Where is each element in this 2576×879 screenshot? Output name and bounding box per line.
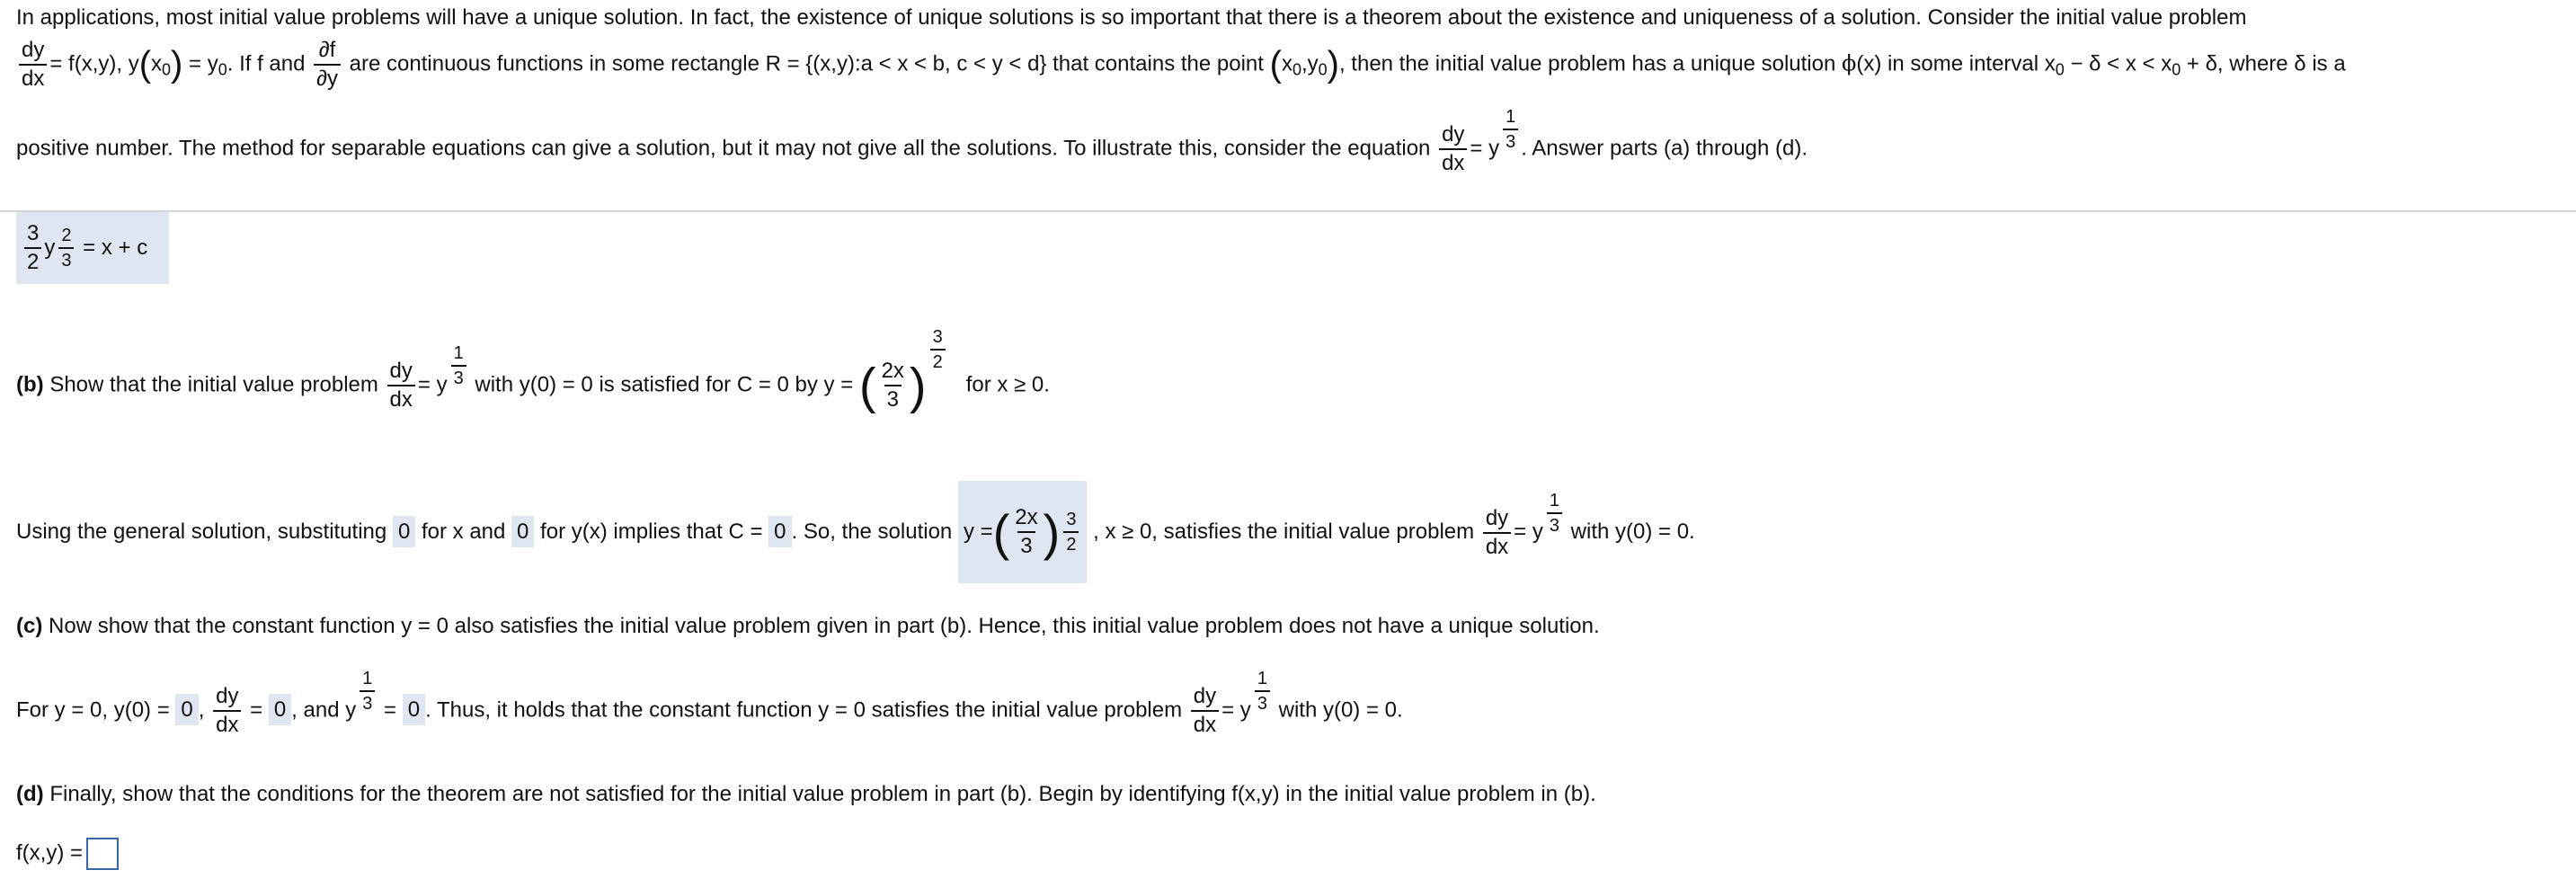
for-y-text: For y = 0, y(0) = [16, 697, 170, 723]
answer-c-value: 0 [768, 516, 791, 547]
eq-f-text: = f(x,y), y [49, 51, 139, 76]
point-x: x [1281, 51, 1292, 76]
part-c-dy-dx: $\frac{dy}{dx}$ [213, 686, 241, 736]
intro-text-1: In applications, most initial value problems will have a unique solution. In fact, the existence of unique solutions is so important that there is a theorem about the existence and uniqueness of a solution. Consider the initial value problem [16, 5, 2247, 30]
part-b-statement [16, 328, 1050, 415]
fxy-line [16, 838, 119, 870]
exponent-two-thirds: $\frac{2}{3}$ [56, 226, 76, 270]
rectangle-text: are continuous functions in some rectangle R = {(x,y):a < x < b, c < y < d} that contains the point [349, 51, 1264, 76]
answer-dydx-value: 0 [269, 694, 291, 725]
interval-mid: − δ < x < x [2064, 51, 2172, 76]
dy-dx-fraction-intro: $\frac{dy}{dx}$ [1439, 124, 1467, 174]
solution-y-eq: y = [963, 519, 993, 544]
for-x-and-text: for x and [421, 519, 506, 544]
interval-text: (x) in some interval x [1856, 51, 2056, 76]
satisfies-eq-y: = y [1514, 519, 1543, 544]
intro-line-1 [16, 5, 2246, 31]
three-halves-fraction: $\frac{3}{2}$ [24, 223, 41, 273]
part-b-eq-y: = y [417, 372, 448, 397]
point-y-sub: 0 [1318, 60, 1328, 79]
part-a-answer [16, 212, 169, 284]
part-b-text-3: for x ≥ 0. [965, 372, 1050, 397]
part-c-exponent-2: $\frac{1}{3}$ [1252, 670, 1273, 713]
x0-var: x [151, 51, 163, 76]
part-a-rest: = x + c [83, 235, 148, 260]
part-c-exponent: $\frac{1}{3}$ [357, 670, 378, 713]
part-b-with-text: with y(0) = 0. [1570, 519, 1695, 544]
part-d-statement [16, 782, 1596, 807]
part-b-dy-dx: $\frac{dy}{dx}$ [387, 360, 415, 411]
part-d-label: (d) [16, 782, 44, 806]
point-x-sub: 0 [1292, 60, 1301, 79]
part-c-eq: = [250, 697, 263, 723]
exponent-one-third: $\frac{1}{3}$ [1500, 108, 1521, 151]
solution-paren-open: ( [992, 503, 1010, 561]
if-f-and-text: . If f and [227, 51, 306, 76]
answer-parts-text: . Answer parts (a) through (d). [1521, 136, 1808, 161]
intro-line-3 [16, 108, 1808, 174]
y0-subscript: 0 [218, 60, 227, 79]
solution-paren-close: ) [1043, 503, 1061, 561]
fxy-label: f(x,y) = [16, 840, 84, 866]
satisfies-text: , x ≥ 0, satisfies the initial value problem [1093, 519, 1475, 544]
part-c-answer-line [16, 670, 1403, 736]
part-c-statement [16, 614, 1600, 639]
solution-exponent: $\frac{3}{2}$ [1061, 511, 1081, 554]
part-c-dy-dx-2: $\frac{dy}{dx}$ [1191, 686, 1219, 736]
answer-y-power-value: 0 [403, 694, 425, 725]
dy-dx-fraction: $\frac{dy}{dx}$ [19, 40, 47, 90]
point-y: y [1307, 51, 1319, 76]
part-b-text-1: Show that the initial value problem [49, 372, 378, 397]
part-c-text: Now show that the constant function y = 0 also satisfies the initial value problem given in part (b). Hence, this initial value problem does not have a unique solution. [49, 614, 1600, 638]
part-c-label: (c) [16, 614, 43, 638]
solution-two-x-over-three: $\frac{2x}{3}$ [1015, 505, 1038, 558]
part-b-text-2: with y(0) = 0 is satisfied for C = 0 by y = [475, 372, 854, 397]
part-d-text: Finally, show that the conditions for the theorem are not satisfied for the initial value problem in part (b). Begin by identifying f(x,y) in the initial value problem in (b). [49, 782, 1596, 806]
so-solution-text: . So, the solution [791, 519, 953, 544]
phi-symbol: ϕ [1842, 50, 1857, 76]
part-c-comma: , [198, 697, 205, 723]
part-a-y: y [44, 235, 56, 260]
part-c-with-text: with y(0) = 0. [1278, 697, 1403, 723]
part-b-paren-close: ) [909, 357, 927, 414]
point-paren-close: ) [1327, 44, 1339, 84]
then-text: , then the initial value problem has a unique solution [1338, 51, 1836, 76]
x0-subscript: 0 [162, 60, 172, 79]
answer-y-value: 0 [511, 516, 534, 547]
eq-y0-text: = y [189, 51, 218, 76]
interval-end: + δ, where δ is a [2181, 51, 2346, 76]
satisfies-exponent: $\frac{1}{3}$ [1544, 492, 1565, 535]
part-c-eq-2: = [384, 697, 397, 723]
part-b-label: (b) [16, 372, 44, 397]
part-b-paren-open: ( [858, 357, 876, 414]
partial-f-fraction: $\frac{\partial f}{\partial y}$ [314, 40, 341, 90]
point-comma: , [1301, 51, 1308, 76]
part-c-eq-y: = y [1221, 697, 1251, 723]
part-b-answer-line [16, 481, 1695, 583]
part-b-outer-exponent: $\frac{3}{2}$ [928, 328, 948, 371]
paren-close: ) [171, 44, 183, 84]
for-yx-text: for y(x) implies that C = [540, 519, 763, 544]
intro-text-3: positive number. The method for separable equations can give a solution, but it may not give all the solutions. To illustrate this, consider the equation [16, 136, 1431, 161]
point-paren-open: ( [1269, 44, 1282, 84]
interval-sub-1: 0 [2055, 60, 2065, 79]
answer-y0-value: 0 [175, 694, 198, 725]
fxy-answer-input[interactable] [86, 838, 119, 870]
solution-answer-block [958, 481, 1087, 583]
section-divider [0, 210, 2576, 212]
satisfies-dy-dx: $\frac{dy}{dx}$ [1483, 508, 1511, 558]
interval-sub-2: 0 [2172, 60, 2181, 79]
eq-y-text: = y [1470, 136, 1500, 161]
two-x-over-three: $\frac{2x}{3}$ [881, 359, 904, 412]
paren-open: ( [138, 44, 152, 84]
and-y-text: , and y [291, 697, 357, 723]
answer-x-value: 0 [393, 516, 415, 547]
part-b-exponent: $\frac{1}{3}$ [449, 344, 469, 387]
part-a-answer-block [16, 212, 169, 284]
using-text: Using the general solution, substituting [16, 519, 387, 544]
intro-line-2 [16, 40, 2346, 90]
thus-text: . Thus, it holds that the constant function y = 0 satisfies the initial value problem [425, 697, 1183, 723]
